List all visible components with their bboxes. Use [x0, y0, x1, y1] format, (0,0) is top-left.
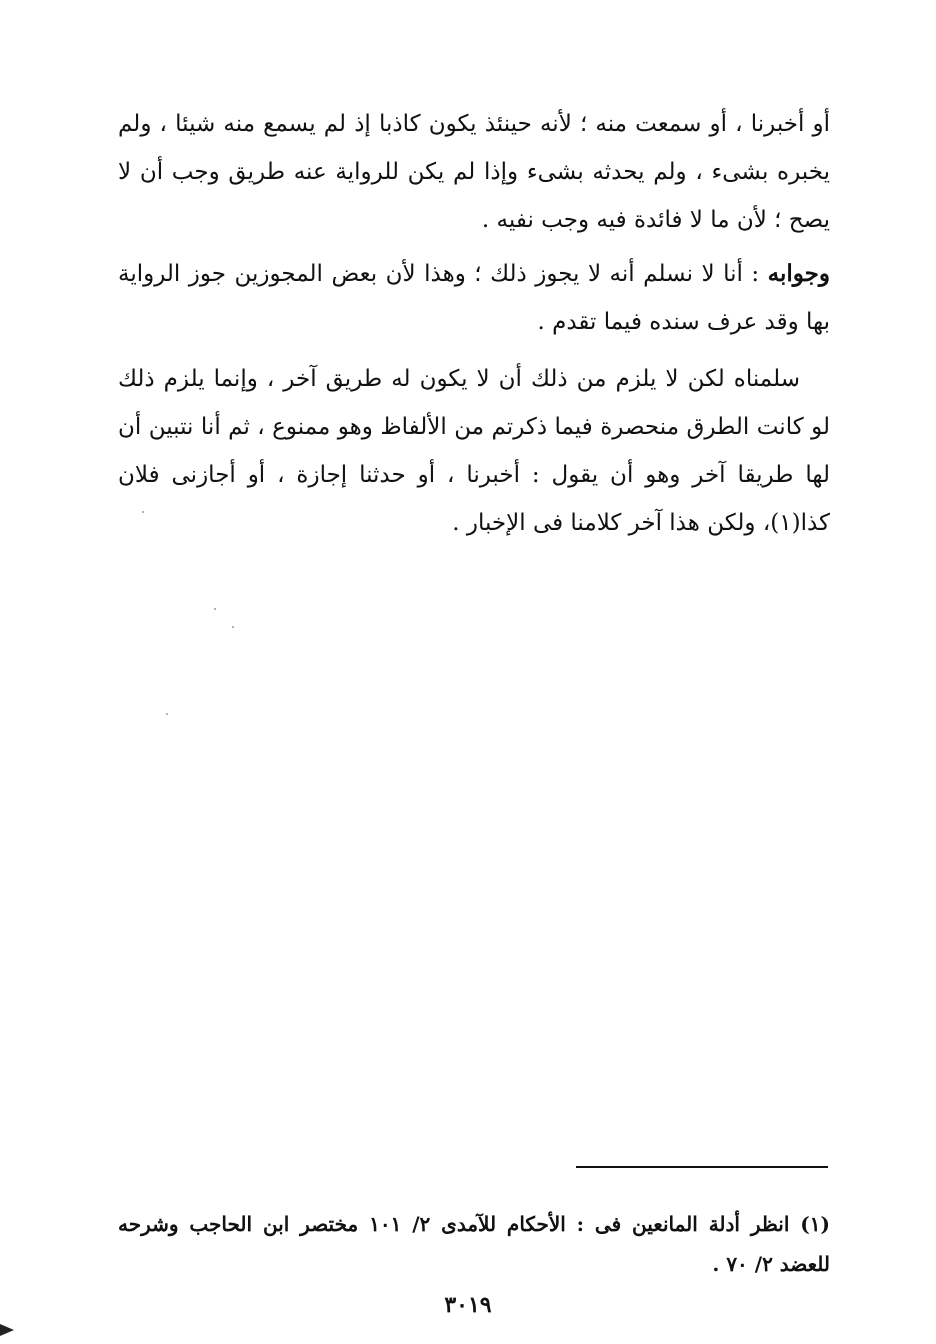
- paragraph-3: [118, 355, 830, 547]
- paragraph-2: [118, 250, 830, 346]
- scan-speck: [142, 511, 144, 513]
- scan-speck: [166, 713, 168, 715]
- page-number: ٣٠١٩: [444, 1292, 492, 1318]
- footnote-reference-marker: (١): [770, 510, 801, 536]
- scan-speck: [214, 608, 216, 610]
- paragraph-1-text: أو أخبرنا ، أو سمعت منه ؛ لأنه حينئذ يكون كاذبا إذ لم يسمع منه شيئا ، ولم يخبره بشىء ، ولم يحدثه بشىء وإذا لم يكن للرواية عنه طريق وجب أن لا يصح ؛ لأن ما لا فائدة فيه وجب نفيه .: [118, 111, 830, 233]
- paragraph-1: [118, 100, 830, 244]
- paragraph-2-text: : أنا لا نسلم أنه لا يجوز ذلك ؛ وهذا لأن بعض المجوزين جوز الرواية بها وقد عرف سنده فيما تقدم .: [118, 261, 830, 335]
- footnote-text: (١) انظر أدلة المانعين فى : الأحكام للآمدى ٢/ ١٠١ مختصر ابن الحاجب وشرحه للعضد ٢/ ٧٠ .: [118, 1212, 830, 1276]
- scan-speck: [232, 626, 234, 628]
- footnote-separator-rule: [576, 1166, 828, 1168]
- footnote: [118, 1204, 830, 1284]
- scan-corner-mark: [0, 1324, 14, 1336]
- paragraph-3-text: سلمناه لكن لا يلزم من ذلك أن لا يكون له طريق آخر ، وإنما يلزم ذلك لو كانت الطرق منحصرة فيما ذكرتم من الألفاظ وهو ممنوع ، ثم أنا نتبين أن لها طريقا آخر وهو أن يقول : أخبرنا ، أو حدثنا إجازة ، أو أجازنى فلان كذا: [118, 366, 830, 536]
- paragraph-3-tail: ، ولكن هذا آخر كلامنا فى الإخبار .: [452, 510, 771, 536]
- paragraph-2-lead-word: وجوابه: [767, 260, 830, 287]
